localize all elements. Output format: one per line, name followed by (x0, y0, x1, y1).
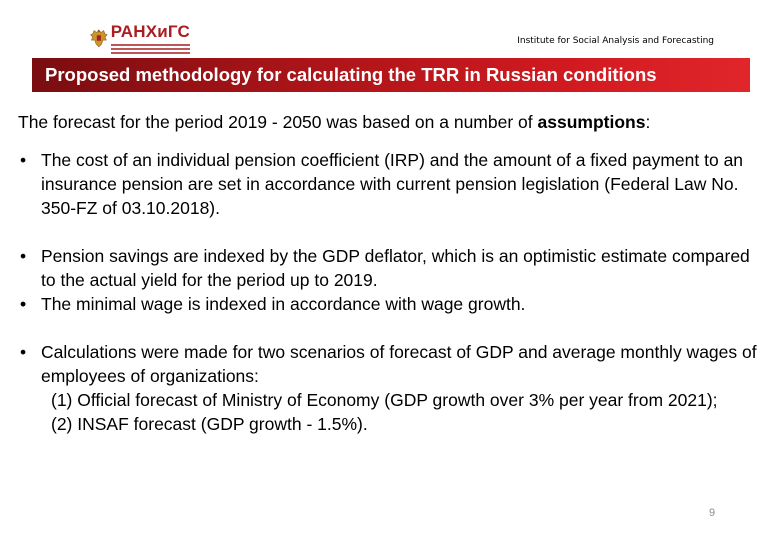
assumptions-list (18, 148, 768, 436)
scenario-insaf: (2) INSAF forecast (GDP growth - 1.5%). (51, 414, 368, 434)
logo-wordmark: РАНХиГС (110, 21, 190, 41)
bullet-pension-savings: • Pension savings are indexed by the GDP deflator, which is an optimistic estimate compared to the actual yield for the period up to 2019. (18, 244, 768, 292)
scenarios-intro: Calculations were made for two scenarios of forecast of GDP and average monthly wages of employees of organizations: (41, 342, 757, 386)
logo-subtitle-lines (111, 42, 190, 54)
slide-title: Proposed methodology for calculating the TRR in Russian conditions (45, 64, 657, 85)
institute-name: Institute for Social Analysis and Forecasting (517, 36, 714, 46)
intro-prefix: The forecast for the period 2019 - 2050 was based on a number of (18, 112, 538, 132)
intro-paragraph (18, 110, 768, 134)
bullet-scenarios (18, 340, 768, 436)
title-bar (32, 58, 750, 92)
double-headed-eagle-icon (90, 23, 108, 53)
intro-suffix: : (645, 112, 651, 132)
bullet-pension-coefficient: • The cost of an individual pension coefficient (IRP) and the amount of a fixed payment to an insurance pension are set in accordance with current pension legislation (Federal Law No. 350-FZ of 03.10.2018). (18, 148, 768, 220)
scenario-official: (1) Official forecast of Ministry of Economy (GDP growth over 3% per year from 2021); (51, 390, 718, 410)
bullet-minimal-wage: • The minimal wage is indexed in accordance with wage growth. (18, 292, 768, 316)
page-number: 9 (709, 507, 716, 519)
intro-bold-word: assumptions (537, 112, 646, 132)
slide-content (18, 110, 768, 436)
ranepa-logo (90, 22, 190, 54)
